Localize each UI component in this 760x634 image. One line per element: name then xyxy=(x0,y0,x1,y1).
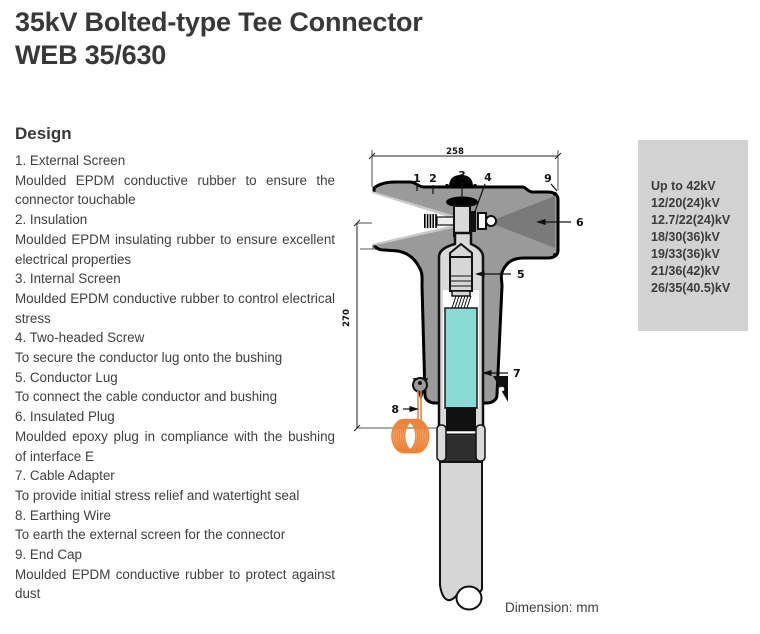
rating-line: 21/36(42)kV xyxy=(651,264,720,278)
tee-connector-diagram xyxy=(336,140,606,634)
callout-4: 4 xyxy=(484,171,492,184)
list-item: 3. Internal Screen Moulded EPDM conductive rubber to control electrical stress xyxy=(15,271,335,326)
rating-line: Up to 42kV xyxy=(651,179,716,193)
callout-8: 8 xyxy=(391,403,399,416)
rating-line: 12.7/22(24)kV xyxy=(651,213,731,227)
design-items-list xyxy=(15,151,335,604)
list-item: 7. Cable Adapter To provide initial stress relief and watertight seal xyxy=(15,468,300,503)
callout-5: 5 xyxy=(517,268,525,281)
earthing-wire xyxy=(392,391,429,453)
list-item: 6. Insulated Plug Moulded epoxy plug in compliance with the bushing of interface E xyxy=(15,409,335,464)
list-item: 5. Conductor Lug To connect the cable conductor and bushing xyxy=(15,369,278,405)
cable xyxy=(440,462,482,610)
screen-block xyxy=(446,407,476,431)
rating-line: 18/30(36)kV xyxy=(651,230,720,244)
rating-line: 12/20(24)kV xyxy=(651,196,720,210)
dimension-unit-note: Dimension: mm xyxy=(505,600,599,615)
list-item: 2. Insulation Moulded EPDM insulating rubber to ensure excellent electrical properties xyxy=(15,212,335,267)
voltage-ratings-box xyxy=(638,140,748,331)
list-item: 4. Two-headed Screw To secure the conductor lug onto the bushing xyxy=(15,330,283,366)
rating-line: 26/35(40.5)kV xyxy=(651,281,731,295)
callout-3: 3 xyxy=(458,169,466,182)
design-section-heading: Design xyxy=(15,124,72,143)
height-dimension-label: 270 xyxy=(342,309,352,327)
list-item: 8. Earthing Wire To earth the external screen for the connector xyxy=(15,507,286,543)
callout-1: 1 xyxy=(413,172,421,185)
title-line-2: WEB 35/630 xyxy=(15,40,167,70)
page-title xyxy=(15,6,423,72)
list-item: 1. External Screen Moulded EPDM conductive rubber to ensure the connector touchable xyxy=(15,153,335,208)
callout-6: 6 xyxy=(576,216,584,229)
callout-7: 7 xyxy=(513,367,521,380)
rating-line: 19/33(36)kV xyxy=(651,247,720,261)
cable-insulation xyxy=(445,308,477,408)
width-dimension-label: 258 xyxy=(446,147,464,157)
cross-section-drawing xyxy=(336,140,606,634)
list-item: 9. End Cap Moulded EPDM conductive rubber to protect against dust xyxy=(15,547,335,602)
callout-2: 2 xyxy=(429,172,437,185)
callout-9: 9 xyxy=(544,172,552,185)
title-line-1: 35kV Bolted-type Tee Connector xyxy=(15,7,423,37)
